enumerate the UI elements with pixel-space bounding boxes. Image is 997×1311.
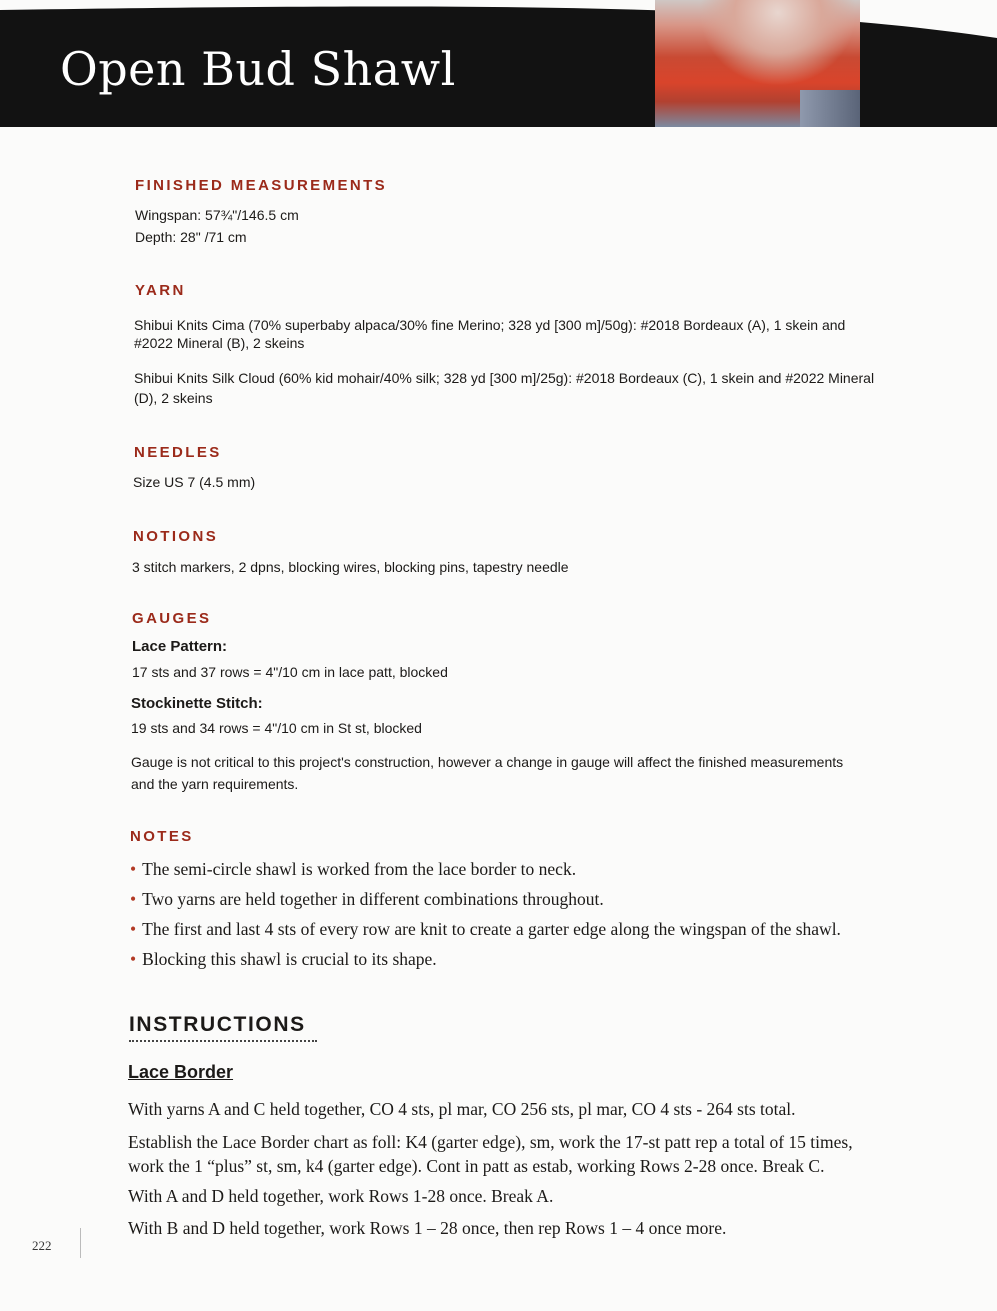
note-item <box>130 857 576 882</box>
lace-pattern-label: Lace Pattern: <box>132 638 228 655</box>
note-item <box>130 887 604 912</box>
shawl-photo-shadow <box>800 90 860 127</box>
note-item <box>130 947 437 972</box>
instructions-heading: INSTRUCTIONS <box>129 1013 306 1036</box>
notions-text: 3 stitch markers, 2 dpns, blocking wires, blocking pins, tapestry needle <box>132 559 569 575</box>
yarn-heading: YARN <box>135 282 186 299</box>
stockinette-gauge: 19 sts and 34 rows = 4"/10 cm in St st, blocked <box>131 720 422 736</box>
bullet-icon: • <box>130 859 137 879</box>
bullet-icon: • <box>130 889 137 909</box>
instruction-paragraph: Establish the Lace Border chart as foll: K4 (garter edge), sm, work the 17-st patt rep a total of 15 times, <box>128 1132 853 1152</box>
note-text: The semi-circle shawl is worked from the lace border to neck. <box>142 859 577 879</box>
header-band <box>0 0 997 127</box>
lace-pattern-gauge: 17 sts and 37 rows = 4"/10 cm in lace patt, blocked <box>132 664 448 680</box>
note-text: The first and last 4 sts of every row are knit to create a garter edge along the wingspan of the shawl. <box>142 919 841 939</box>
lace-border-heading: Lace Border <box>128 1062 234 1082</box>
page-number-rule <box>80 1228 81 1258</box>
notes-heading: NOTES <box>130 828 194 845</box>
finished-measurements-heading: FINISHED MEASUREMENTS <box>135 177 388 194</box>
notions-heading: NOTIONS <box>133 528 219 545</box>
needles-heading: NEEDLES <box>134 444 222 461</box>
bullet-icon: • <box>130 919 137 939</box>
needles-text: Size US 7 (4.5 mm) <box>133 474 256 490</box>
page-number: 222 <box>32 1238 52 1253</box>
note-item <box>130 917 841 942</box>
gauge-note-line-1: Gauge is not critical to this project's construction, however a change in gauge will affect the finished measurements <box>131 754 844 770</box>
page-title: Open Bud Shawl <box>60 42 456 96</box>
instruction-paragraph-cont: work the 1 “plus” st, sm, k4 (garter edge). Cont in patt as estab, working Rows 2-28 once. Break C. <box>128 1156 825 1176</box>
instruction-paragraph: With B and D held together, work Rows 1 – 28 once, then rep Rows 1 – 4 once more. <box>128 1218 727 1238</box>
yarn-silkcloud-line-2: (D), 2 skeins <box>134 390 213 406</box>
yarn-cima-line-2: #2022 Mineral (B), 2 skeins <box>134 335 305 351</box>
note-text: Two yarns are held together in different combinations throughout. <box>142 889 604 909</box>
stockinette-label: Stockinette Stitch: <box>131 695 263 712</box>
gauge-note-line-2: and the yarn requirements. <box>131 776 299 792</box>
note-text: Blocking this shawl is crucial to its shape. <box>142 949 437 969</box>
instruction-paragraph: With A and D held together, work Rows 1-28 once. Break A. <box>128 1186 554 1206</box>
gauges-heading: GAUGES <box>132 610 212 627</box>
yarn-cima-line-1: Shibui Knits Cima (70% superbaby alpaca/30% fine Merino; 328 yd [300 m]/50g): #2018 Bordeaux (A), 1 skein and <box>134 317 846 333</box>
wingspan-text: Wingspan: 57¾"/146.5 cm <box>135 207 299 223</box>
instruction-paragraph: With yarns A and C held together, CO 4 sts, pl mar, CO 256 sts, pl mar, CO 4 sts - 264 sts total. <box>128 1099 796 1119</box>
dotted-rule <box>129 1040 317 1042</box>
depth-text: Depth: 28" /71 cm <box>135 229 247 245</box>
yarn-silkcloud-line-1: Shibui Knits Silk Cloud (60% kid mohair/40% silk; 328 yd [300 m]/25g): #2018 Bordeaux (C), 1 skein and #2022 Mineral <box>134 370 875 386</box>
bullet-icon: • <box>130 949 137 969</box>
